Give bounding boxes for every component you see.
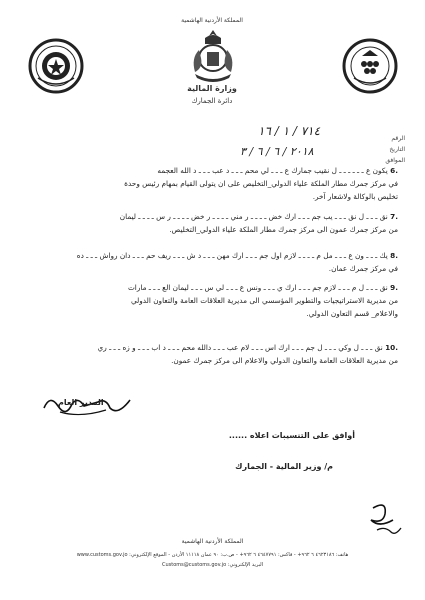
item-number: .6 — [390, 166, 398, 175]
director-signature — [40, 390, 135, 424]
royal-crest-icon — [187, 28, 239, 84]
minister-signature — [365, 498, 405, 542]
header-department: دائرة الجمارك — [191, 97, 233, 105]
quality-seal-right — [342, 38, 398, 94]
approval-statement: أوافق على التنسيبات اعلاه ...... — [228, 431, 355, 440]
list-item — [28, 341, 398, 367]
header-ministry: وزارة المالية — [187, 84, 237, 93]
footer-country: المملكة الأردنية الهاشمية — [181, 538, 244, 545]
item-number: .10 — [385, 343, 398, 352]
item-number: .7 — [390, 212, 398, 221]
list-item — [28, 164, 398, 203]
item-line: والاعلام_ قسم التعاون الدولي. — [306, 309, 398, 318]
item-line: من مديرية الاستراتيجيات والتطوير المؤسسي الى مديرية العلاقات العامة والتعاون الدولي — [130, 296, 398, 305]
director-label: المدير العام — [58, 398, 104, 407]
equiv-label: الموافق — [385, 157, 405, 164]
customs-seal-left — [28, 38, 84, 94]
item-line: نق ـ ـ ـ ل نق ـ ـ ـ يب جم ـ ـ ـ ارك خض ـ ـ ـ ـ ر مني ـ ـ ـ ـ ر خض ـ ـ ـ ـ ر س ـ ـ ـ ـ ليمان — [119, 212, 388, 221]
item-number: .9 — [390, 283, 398, 292]
list-item — [28, 281, 398, 320]
item-line: نق ـ ـ ـ ل م ـ ـ ـ لازم جم ـ ـ ـ ارك ي ـ ـ ـ ونس ع ـ ـ ـ لي س ـ ـ ـ ليمان الع ـ ـ ـ مارات — [127, 283, 388, 292]
header-country: المملكة الأردنية الهاشمية — [181, 17, 243, 24]
item-line: في مركز جمرك عمان. — [328, 264, 398, 273]
item-line: يكون ع ـ ـ ـ ـ ـ ـ ل نقيب جمارك ع ـ ـ ـ لي محم ـ ـ ـ د عب ـ ـ ـ د الله العجمه — [157, 166, 388, 175]
date-label: التاريخ — [389, 146, 405, 153]
footer-contact: هاتف: ٤٦٢٣١٨٦ ٦ ٩٦٢+ - فاكس: ٤٦٤٧٧٩١ ٦ ٩٦٢+ - ص.ب: ٩٠ عمان ١١١١٨ الأردن - الموقع الإلكتروني: www.customs.gov.jo — [76, 552, 349, 558]
list-item — [28, 249, 398, 275]
date-value: ٢٠١٨ / ٦ / ٦ / ٣ — [240, 145, 314, 158]
item-line: من مركز جمرك عمون الى مركز جمرك مطار الملكة علياء الدولي_التخليص. — [169, 225, 398, 234]
ref-label: الرقم — [391, 135, 405, 142]
ref-value: ٧١٤ / ١ / ١٦ — [258, 124, 321, 138]
item-line: في مركز جمرك مطار الملكة علياء الدولي_التخليص على ان يتولى القيام بمهام رئيس وحدة — [124, 179, 398, 188]
item-line: نق ـ ـ ـ ل وكي ـ ـ ـ ل جم ـ ـ ـ ارك اس ـ ـ ـ لام عب ـ ـ ـ دالله محم ـ ـ ـ د اب ـ ـ ـ و زه ـ ـ ـ ري — [97, 343, 383, 352]
item-number: .8 — [390, 251, 398, 260]
item-line: تخليص بالوكالة ولاشعار آخر. — [312, 192, 398, 201]
footer-email: البريد الإلكتروني: Customs@customs.gov.jo — [161, 562, 264, 568]
minister-label: م/ وزير المالية - الجمارك — [235, 462, 333, 471]
list-item — [28, 210, 398, 236]
item-line: يك ـ ـ ـ ون ع ـ ـ ـ مل م ـ ـ ـ ـ لازم اول جم ـ ـ ـ ارك مهن ـ ـ ـ د ش ـ ـ ـ ريف حم ـ ـ ـ دان رواش ـ ـ ـ ده — [76, 251, 388, 260]
item-line: من مديرية العلاقات العامة والتعاون الدولي والاعلام الى مركز جمرك عمون. — [171, 356, 398, 365]
